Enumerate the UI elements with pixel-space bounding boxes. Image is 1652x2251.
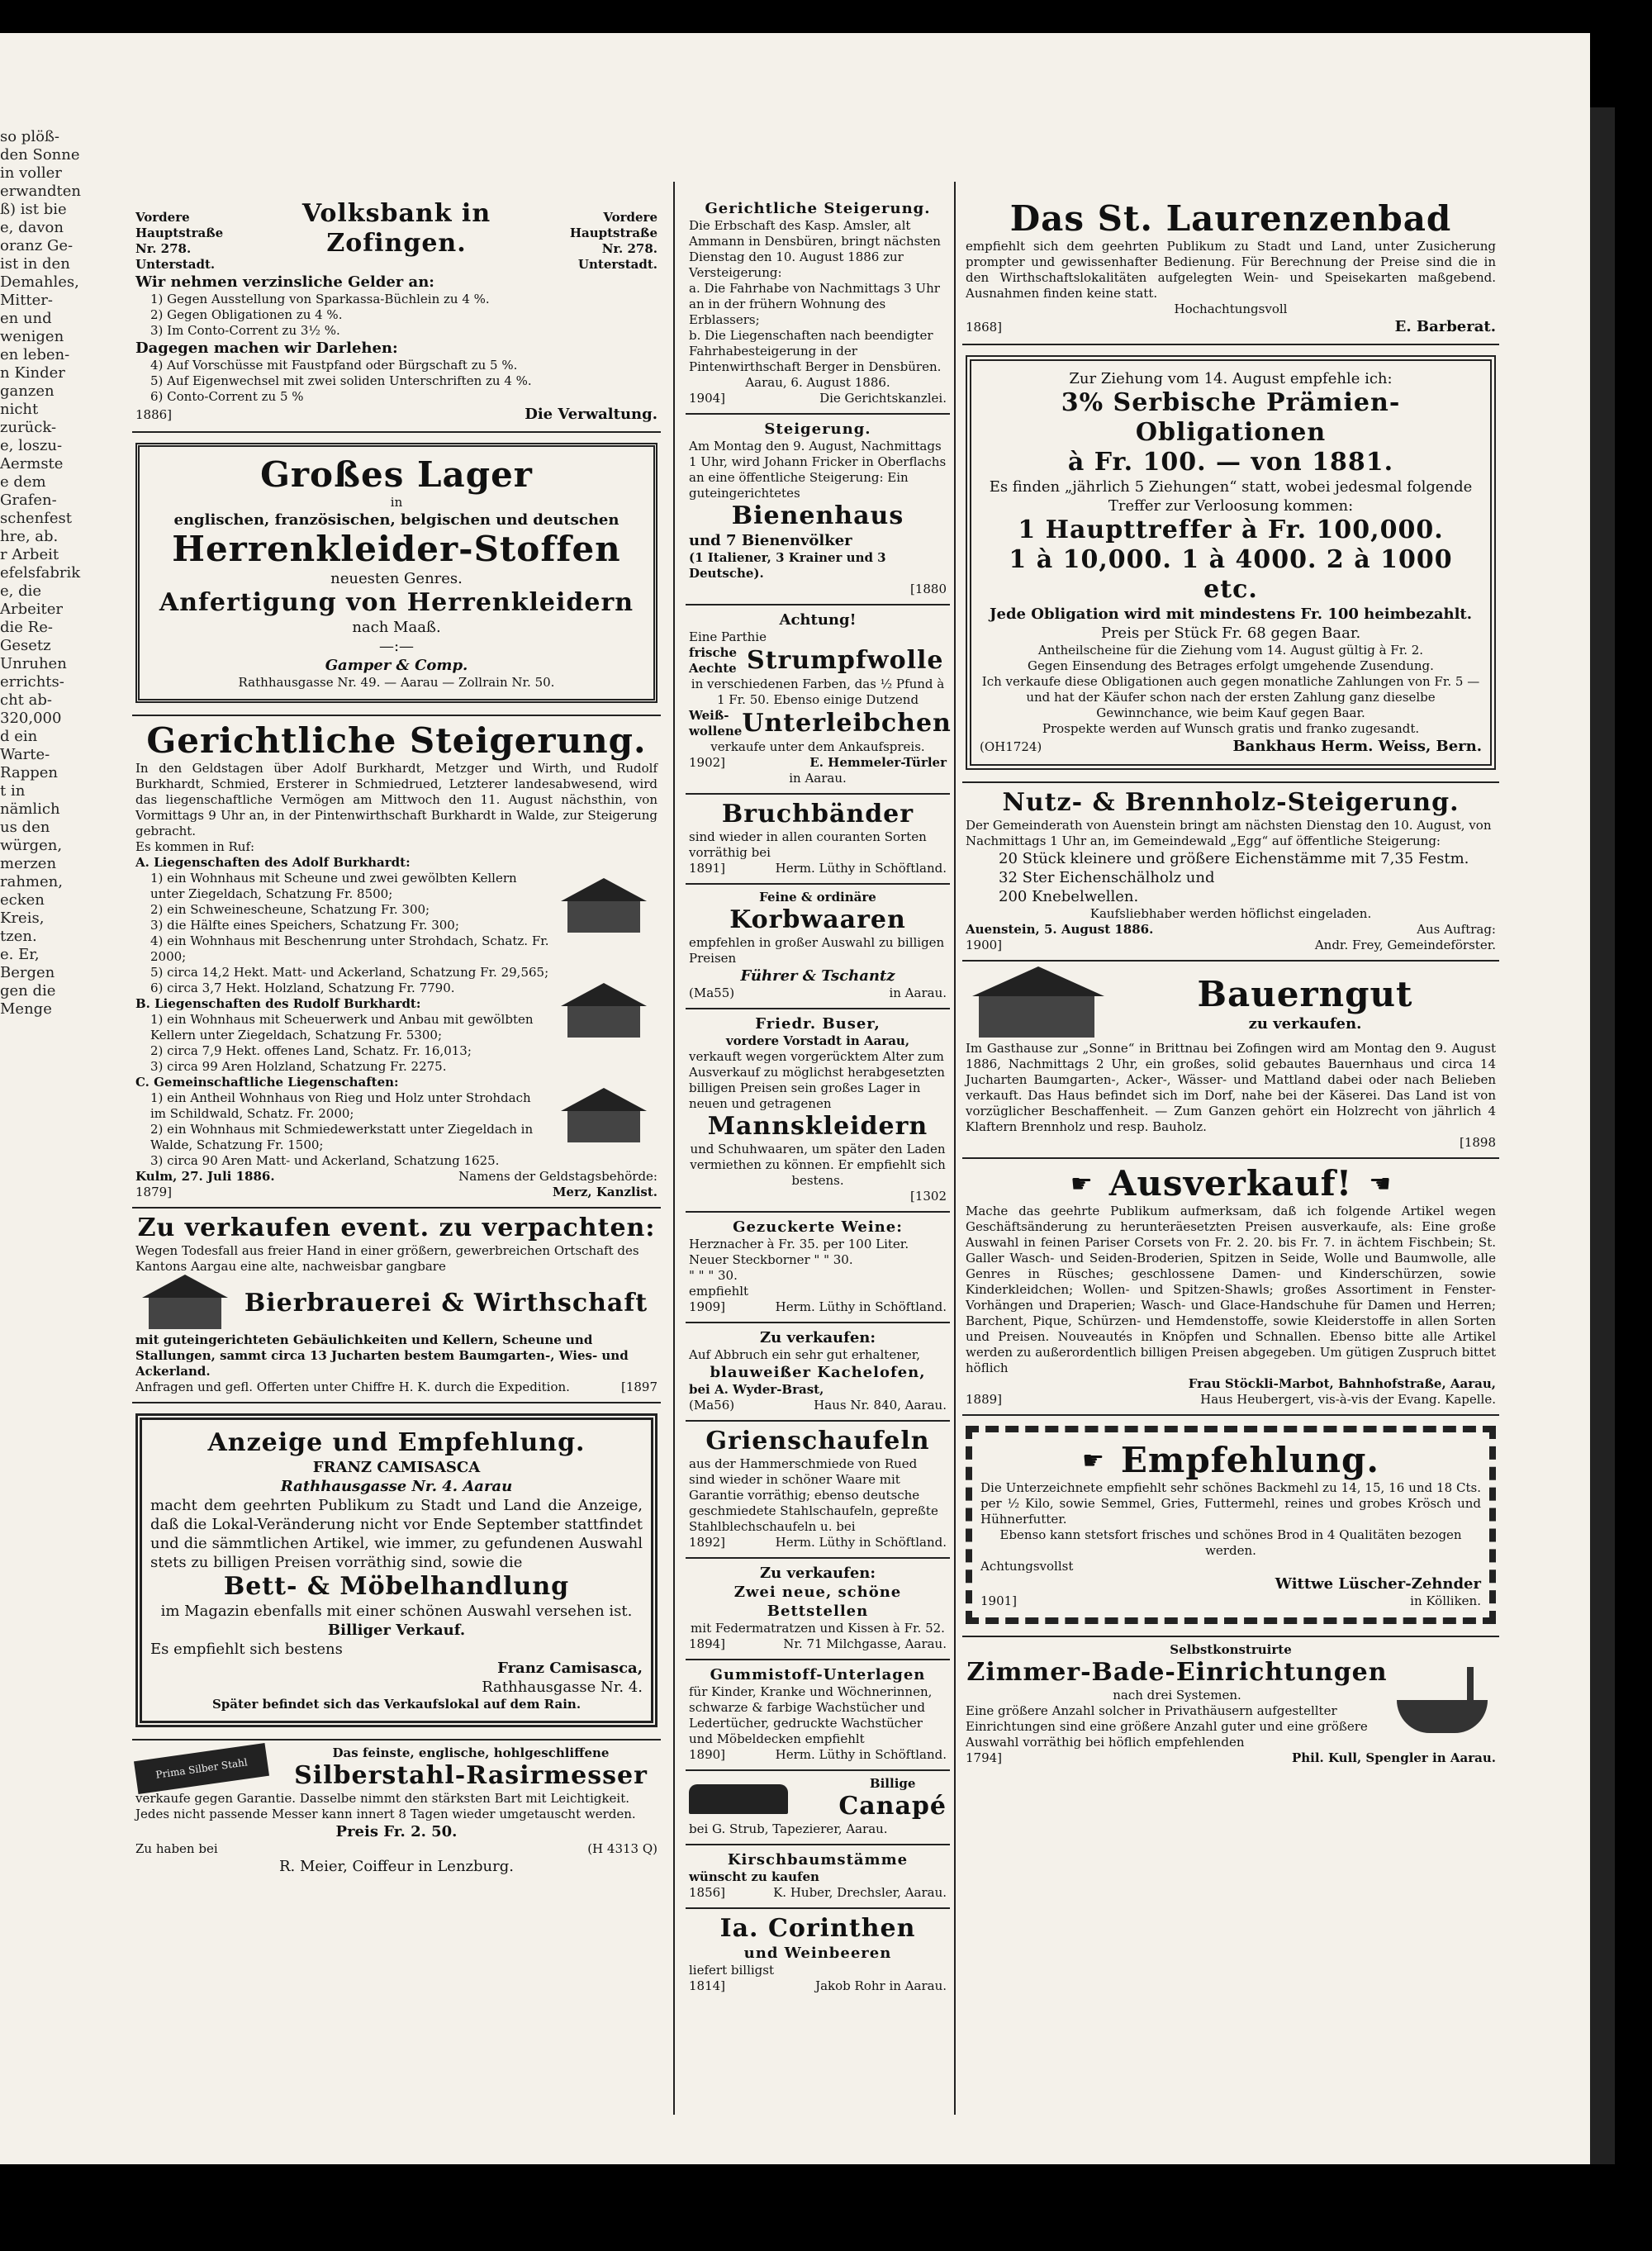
list-item: 3) Im Conto-Corrent zu 3½ %. <box>150 323 340 338</box>
ad-text: Später befindet sich das Verkaufslokal auf dem Rain. <box>211 1697 582 1712</box>
ad-signature: Die Gerichtskanzlei. <box>819 391 947 406</box>
firm-address: vordere Vorstadt in Aarau, <box>725 1033 910 1048</box>
ad-signature: Die Verwaltung. <box>525 406 657 423</box>
edge-text-line: Mitter- <box>0 292 53 309</box>
ad-number: 1892] <box>689 1535 726 1550</box>
razor-illustration <box>135 1752 284 1785</box>
ad-text: im Magazin ebenfalls mit einer schönen Auswahl versehen ist. <box>160 1603 633 1620</box>
ad-headline: Bienenhaus <box>731 501 904 530</box>
ad-signature: Franz Camisasca, <box>497 1660 643 1677</box>
ad-text: Die Erbschaft des Kasp. Amsler, alt Ammann in Densbüren, bringt nächsten Dienstag den 10. August 1886 zur Versteigerung: <box>689 218 941 280</box>
ad-weine <box>686 1213 950 1323</box>
edge-text-line: e. Er, <box>0 946 40 963</box>
ad-signature: Wittwe Lüscher-Zehnder <box>1275 1575 1481 1593</box>
ad-signature: Bankhaus Herm. Weiss, Bern. <box>1232 738 1482 755</box>
ad-text: in <box>390 495 403 510</box>
ad-number: 1879] <box>135 1185 173 1199</box>
ad-text: Billiger Verkauf. <box>327 1622 466 1639</box>
ad-price: Preis per Stück Fr. 68 gegen Baar. <box>1100 624 1361 642</box>
ad-text: Selbstkonstruirte <box>1170 1642 1292 1657</box>
ad-number: 1856] <box>689 1885 726 1900</box>
list-item: 6) Conto-Corrent zu 5 % <box>150 389 304 404</box>
ad-gerichtliche-steigerung <box>132 716 661 1209</box>
ad-title: Zimmer-Bade-Einrichtungen <box>966 1658 1388 1687</box>
ad-text: verkauft wegen vorgerücktem Alter zum Ausverkauf zu möglichst herabgesetzten billigen Preisen sein großes Lager in neuen und getragenen <box>689 1049 945 1111</box>
ad-signature: Frau Stöckli-Marbot, Bahnhofstraße, Aarau, <box>1188 1376 1496 1391</box>
ad-date: Kulm, 27. Juli 1886. <box>135 1169 275 1184</box>
address-left: Vordere Hauptstraße Nr. 278. Unterstadt. <box>135 210 224 272</box>
ad-number: 1901] <box>980 1593 1018 1608</box>
list-item: 3) circa 99 Aren Holzland, Schatzung Fr. 2275. <box>150 1059 447 1074</box>
list-item: 200 Knebelwellen. <box>999 888 1139 905</box>
ad-serbische-obligationen <box>962 345 1499 783</box>
edge-text-line: en und <box>0 310 52 327</box>
ad-text: empfiehlt <box>689 1284 749 1299</box>
edge-text-line: e, die <box>0 582 42 600</box>
ad-signature: Herm. Lüthy in Schöftland. <box>775 861 947 876</box>
edge-text-line: r Arbeit <box>0 546 59 563</box>
ad-signature: R. Meier, Coiffeur in Lenzburg. <box>278 1858 514 1875</box>
ad-headline: Bierbrauerei & Wirthschaft <box>244 1289 648 1318</box>
column-rule <box>954 182 956 2115</box>
edge-text-line: ist in den <box>0 255 70 273</box>
edge-text-line: Grafen- <box>0 492 57 509</box>
address-right: Vordere Hauptstraße Nr. 278. Unterstadt. <box>569 210 657 272</box>
ad-number: [1898 <box>1459 1135 1496 1150</box>
ad-signature: Nr. 71 Milchgasse, Aarau. <box>783 1636 947 1651</box>
ad-text: aus der Hammerschmiede von Rued sind wieder in schöner Waare mit Garantie vorräthig; ebenso deutsche geschmiedete Stahlschaufeln, gepreßte Stahlblechschaufeln u. bei <box>689 1456 938 1534</box>
ad-signature: bei A. Wyder-Brast, <box>689 1382 824 1397</box>
edge-text-line: Aermste <box>0 455 64 473</box>
ad-title: Empfehlung. <box>1120 1440 1380 1480</box>
edge-text-line: in voller <box>0 164 62 182</box>
bathtub-illustration <box>1389 1667 1496 1741</box>
ad-text: Zu haben bei <box>135 1841 218 1856</box>
ad-text: frische <box>689 645 738 660</box>
ad-headline: Unterleibchen <box>742 709 952 738</box>
separator: —:— <box>378 638 415 655</box>
ad-empfehlung-backmehl <box>962 1416 1499 1637</box>
ad-kirschbaum <box>686 1845 950 1909</box>
ad-rasiermesser <box>132 1740 661 1883</box>
ad-title: Gezuckerte Weine: <box>733 1218 903 1236</box>
ad-text: und Schuhwaaren, um später den Laden vermiethen zu können. Er empfiehlt sich bestens. <box>690 1142 946 1188</box>
ad-title: Korbwaaren <box>729 905 906 934</box>
ad-volksbank <box>132 194 661 433</box>
ad-title: Grienschaufeln <box>705 1427 930 1456</box>
edge-text-line: en leben- <box>0 346 70 363</box>
list-item: 2) circa 7,9 Hekt. offenes Land, Schatz. Fr. 16,013; <box>150 1043 472 1058</box>
list-item: 6) circa 3,7 Hekt. Holzland, Schatzung Fr. 7790. <box>150 981 455 995</box>
ad-signature: Herm. Lüthy in Schöftland. <box>775 1535 947 1550</box>
ad-title: Das St. Laurenzenbad <box>1009 198 1452 239</box>
edge-text-line: merzen <box>0 855 57 872</box>
edge-text-line: Warte- <box>0 746 50 763</box>
edge-text-line: e, loszu- <box>0 437 63 454</box>
ad-bienenhaus <box>686 415 950 605</box>
ad-signature: E. Hemmeler-Türler <box>809 755 947 770</box>
ad-headline: Zwei neue, schöne Bettstellen <box>733 1584 902 1620</box>
edge-text-line: den Sonne <box>0 146 80 164</box>
ad-text: verkaufe gegen Garantie. Dasselbe nimmt den stärksten Bart mit Leichtigkeit. Jedes nicht passende Messer kann innert 8 Tagen wieder umgetauscht werden. <box>135 1791 636 1821</box>
ad-text: Gegen Einsendung des Betrages erfolgt umgehende Zusendung. <box>1028 658 1434 673</box>
ad-grosses-lager <box>132 433 661 716</box>
ad-signature: bei G. Strub, Tapezierer, Aarau. <box>689 1821 888 1836</box>
ad-bruchbaender <box>686 795 950 885</box>
ad-laurenzenbad <box>962 194 1499 345</box>
ad-title: Gummistoff-Unterlagen <box>710 1666 926 1684</box>
edge-text-line: Rappen <box>0 764 58 781</box>
ad-text: Namens der Geldstagsbehörde: <box>458 1169 657 1184</box>
ad-headline: à Fr. 100. — von 1881. <box>1067 448 1394 477</box>
edge-text-line: ß) ist bie <box>0 201 67 218</box>
edge-text-line: ganzen <box>0 382 55 400</box>
ad-headline: Mannskleidern <box>707 1112 928 1141</box>
list-item: 1) ein Wohnhaus mit Scheune und zwei gewölbten Kellern unter Ziegeldach, Schatzung Fr. 8500; <box>150 871 517 901</box>
edge-text-line: Arbeiter <box>0 601 64 618</box>
edge-text-line: würgen, <box>0 837 63 854</box>
ad-signature: Phil. Kull, Spengler in Aarau. <box>1291 1750 1496 1765</box>
ad-text: Die Unterzeichnete empfiehlt sehr schönes Backmehl zu 14, 15, 16 und 18 Cts. per ½ Kilo, sowie Semmel, Gries, Futtermehl, reines und grobes Krösch und Hühnerfutter. <box>980 1480 1481 1527</box>
house-illustration <box>554 1088 653 1146</box>
ad-signature: Herm. Lüthy in Schöftland. <box>775 1747 947 1762</box>
ad-grienschaufeln <box>686 1422 950 1559</box>
ad-text: Eine Parthie <box>689 629 767 644</box>
ad-number: (Ma56) <box>689 1398 735 1413</box>
ad-text: in Kölliken. <box>1410 1593 1481 1608</box>
edge-text-line: Bergen <box>0 964 55 981</box>
ad-date: Auenstein, 5. August 1886. <box>966 922 1154 937</box>
ad-text: empfehlen in großer Auswahl zu billigen Preisen <box>689 935 945 966</box>
ad-title: Achtung! <box>779 611 857 629</box>
ad-number: 1891] <box>689 861 726 876</box>
firm-name: Gamper & Comp. <box>325 657 468 674</box>
ad-text: Hochachtungsvoll <box>1174 302 1288 316</box>
ad-text: Feine & ordinäre <box>759 890 876 905</box>
ad-signature: Merz, Kanzlist. <box>552 1185 657 1199</box>
ad-text: neuesten Genres. <box>330 570 463 587</box>
ad-date: Aarau, 6. August 1886. <box>745 375 890 390</box>
firm-name: Führer & Tschantz <box>740 967 895 985</box>
ad-number: 1902] <box>689 755 726 770</box>
ad-title: Zu verkaufen: <box>759 1565 876 1582</box>
section-heading: B. Liegenschaften des Rudolf Burkhardt: <box>135 996 421 1011</box>
ad-strumpfwolle <box>686 605 950 795</box>
edge-text-line: ecken <box>0 891 45 909</box>
edge-text-line: gen die <box>0 982 56 1000</box>
ad-signature: Andr. Frey, Gemeindeförster. <box>1314 938 1496 952</box>
ad-number: [1302 <box>909 1189 947 1204</box>
ad-text: Es finden „jährlich 5 Ziehungen“ statt, wobei jedesmal folgende Treffer zur Verloosung kommen: <box>989 478 1473 515</box>
ad-number: 1889] <box>966 1392 1003 1407</box>
list-item: 2) ein Schweinescheune, Schatzung Fr. 300; <box>150 902 430 917</box>
edge-text-line: d ein <box>0 728 38 745</box>
ad-text: verkaufe unter dem Ankaufspreis. <box>710 739 925 754</box>
edge-text-line: wenigen <box>0 328 64 345</box>
ad-title: Silberstahl-Rasirmesser <box>294 1761 648 1790</box>
firm-address: Rathhausgasse Nr. 4. Aarau <box>280 1478 513 1495</box>
ad-text: Das feinste, englische, hohlgeschliffene <box>332 1745 610 1760</box>
ad-text: Auf Abbruch ein sehr gut erhaltener, <box>689 1347 921 1362</box>
ad-headline: Herrenkleider-Stoffen <box>172 529 621 569</box>
ad-brauerei <box>132 1209 661 1403</box>
ad-code: (H 4313 Q) <box>587 1841 657 1856</box>
edge-text-line: Gesetz <box>0 637 51 654</box>
ad-kachelofen <box>686 1323 950 1422</box>
pointing-hand-icon: ☛ <box>1081 1446 1104 1475</box>
ad-title: Nutz- & Brennholz-Steigerung. <box>1002 788 1460 817</box>
ad-bauerngut <box>962 962 1499 1159</box>
edge-text-line: tzen. <box>0 928 37 945</box>
ad-text: mit Federmatratzen und Kissen à Fr. 52. <box>691 1621 945 1636</box>
edge-text-line: so plöß- <box>0 128 60 145</box>
ad-text: Es kommen in Ruf: <box>135 839 255 854</box>
ad-text: Wegen Todesfall aus freier Hand in einer größern, gewerbreichen Ortschaft des Kantons Aargau eine alte, nachweisbar gangbare <box>135 1243 639 1274</box>
ad-headline: Bett- & Möbelhandlung <box>223 1572 570 1601</box>
ad-canape <box>686 1771 950 1845</box>
ad-headline: Strumpfwolle <box>747 646 944 675</box>
ad-text: Anfragen und gefl. Offerten unter Chiffre H. K. durch die Expedition. <box>135 1380 570 1394</box>
razor-stamp: Prima Silber Stahl <box>134 1743 269 1794</box>
edge-text-line: t in <box>0 782 26 800</box>
ad-text: a. Die Fahrhabe von Nachmittags 3 Uhr an in der frühern Wohnung des Erblassers; <box>689 281 940 327</box>
left-page-edge-text <box>0 128 81 2135</box>
ad-text: in verschiedenen Farben, das ½ Pfund à 1 Fr. 50. Ebenso einige Dutzend <box>691 677 945 707</box>
edge-text-line: 320,000 <box>0 710 62 727</box>
edge-text-line: Demahles, <box>0 273 79 291</box>
ad-text: In den Geldstagen über Adolf Burkhardt, Metzger und Wirth, und Rudolf Burkhardt, Schmied, Ersterer in Schmiedrued, Letzterer landesabwesend, wird das liegenschaftliche Vermögen am Mittwoch den 11. August nächsthin, von Vormittags 9 Uhr an, in der Pintenwirthschaft Burkhardt in Walde, zur Steigerung gebracht. <box>135 761 657 838</box>
edge-text-line: n Kinder <box>0 364 65 382</box>
list-item: 3) circa 90 Aren Matt- und Ackerland, Schatzung 1625. <box>150 1153 500 1168</box>
edge-text-line: us den <box>0 819 50 836</box>
ad-buser <box>686 1009 950 1213</box>
column-right <box>962 194 1499 2094</box>
ad-text: macht dem geehrten Publikum zu Stadt und Land die Anzeige, daß die Lokal-Veränderung nicht vor Ende September stattfindet und die sämmtlichen Artikel, wie immer, zu gefundenen Auswahl stets zu billigen Preisen vorräthig sind, sowie die <box>150 1497 643 1571</box>
section-heading: Wir nehmen verzinsliche Gelder an: <box>135 273 434 291</box>
ad-number: 1909] <box>689 1299 726 1314</box>
ad-text: englischen, französischen, belgischen und deutschen <box>173 511 620 529</box>
list-item: 4) ein Wohnhaus mit Beschenrung unter Strohdach, Schatz. Fr. 2000; <box>150 933 549 964</box>
ad-text: Im Gasthause zur „Sonne“ in Brittnau bei Zofingen wird am Montag den 9. August 1886, Nachmittags 2 Uhr, ein großes, solid gebautes Bauernhaus und circa 14 Jucharten Baumgarten-, Acker-, Wässer- und Mattland dabei oder nach Belieben verkauft. Das Haus befindet sich im Dorf, nahe bei der Käserei. Das Land ist von vorzüglicher Beschaffenheit. — Zum Ganzen gehört ein Holzrecht von jährlich 4 Klaftern Brennholz und resp. Bauholz. <box>966 1041 1496 1134</box>
ad-text: empfiehlt sich dem geehrten Publikum zu Stadt und Land, unter Zusicherung prompter und gewissenhafter Bedienung. Für Berechnung der Preise sind die in den Wirthschaftslokalitäten aufgelegten Wein- und Speisekarten maßgebend. Ausnahmen finden keine statt. <box>966 239 1496 301</box>
ad-title: Canapé <box>838 1792 947 1821</box>
ad-title: Großes Lager <box>260 454 533 495</box>
edge-text-line: nicht <box>0 401 39 418</box>
ad-title: Gerichtliche Steigerung. <box>146 720 647 761</box>
ad-text: und 7 Bienenvölker <box>689 532 852 549</box>
ad-number: 1794] <box>966 1750 1003 1765</box>
edge-text-line: zurück- <box>0 419 57 436</box>
firm-address: Haus Nr. 840, Aarau. <box>814 1398 947 1413</box>
ad-text: nach Maaß. <box>352 619 441 636</box>
edge-text-line: errichts- <box>0 673 64 691</box>
ad-number: [1880 <box>909 582 947 596</box>
firm-name: FRANZ CAMISASCA <box>312 1459 481 1476</box>
ad-text: Prospekte werden auf Wunsch gratis und franko zugesandt. <box>1042 721 1420 736</box>
ad-text: Mache das geehrte Publikum aufmerksam, daß ich folgende Artikel wegen Geschäftsänderung zu herunteräesetzten Preisen ausverkaufe, als: Eine große Auswahl in feinen Pariser Corsets von Fr. 2. 20. bis Fr. 7. in ächtem Fischbein; St. Galler Wasch- und Seiden-Broderien, Spitzen in Seide, Wolle und Baumwolle, alle Genres in Rüsches; geschlossene Damen- und Kinderschürzen, sowie Kinderkleidchen; Wollen- und Spitzen-Shawls; großes Assortiment in Fenster-Vorhängen und Draperien; Wasch- und Glace-Handschuhe für Damen und Herren; Barchent, Pique, Schürzen- und Hemdenstoffe, sowie Kleiderstoffe in allen Sorten und Preisen. Nouveautés in Knöpfen und Schnallen. Ebenso bitte alle Artikel werden zu außerordentlich billigen Preisen abgegeben. Um gütigen Zuspruch bittet höflich <box>966 1204 1496 1375</box>
pointing-hand-icon: ☚ <box>1369 1169 1392 1199</box>
list-item: 5) Auf Eigenwechsel mit zwei soliden Unterschriften zu 4 %. <box>150 373 532 388</box>
ad-text: Zur Ziehung vom 14. August empfehle ich: <box>1069 370 1393 387</box>
column-middle <box>686 194 950 2094</box>
ad-headline: blauweißer Kachelofen, <box>710 1364 926 1381</box>
list-item: Herznacher à Fr. 35. per 100 Liter. <box>689 1237 909 1251</box>
ad-headline: Anfertigung von Herrenkleidern <box>159 588 634 617</box>
ad-number: [1897 <box>620 1380 657 1394</box>
ad-title: Anzeige und Empfehlung. <box>207 1428 586 1457</box>
firm-address: Rathhausgasse Nr. 4. <box>482 1679 643 1696</box>
edge-text-line: Unruhen <box>0 655 67 672</box>
ad-headline: 1 à 10,000. 1 à 4000. 2 à 1000 etc. <box>1009 545 1453 604</box>
edge-text-line: die Re- <box>0 619 53 636</box>
ad-text: Eine größere Anzahl solcher in Privathäusern aufgestellter Einrichtungen sind eine größere Anzahl guter und eine größere Auswahl vorräthig bei höflich empfehlenden <box>966 1703 1368 1750</box>
edge-text-line: schenfest <box>0 510 72 527</box>
ad-text: liefert billigst <box>689 1963 774 1978</box>
section-heading: Dagegen machen wir Darlehen: <box>135 340 398 357</box>
ad-title: Steigerung. <box>764 420 871 438</box>
ad-title: Volksbank in Zofingen. <box>301 199 491 258</box>
ad-price: Preis Fr. 2. 50. <box>335 1823 458 1840</box>
ad-number: 1900] <box>966 938 1003 952</box>
list-item: 2) ein Wohnhaus mit Schmiedewerkstatt unter Ziegeldach in Walde, Schatzung Fr. 1500; <box>150 1122 534 1152</box>
edge-text-line: nämlich <box>0 800 60 818</box>
ad-text: (1 Italiener, 3 Krainer und 3 Deutsche). <box>689 550 886 581</box>
ad-text: Weiß- <box>689 708 729 723</box>
ad-text: wollene <box>689 724 743 738</box>
ad-ausverkauf <box>962 1159 1499 1416</box>
ad-text: wünscht zu kaufen <box>689 1869 819 1884</box>
ad-text: zu verkaufen. <box>1248 1014 1362 1033</box>
farmhouse-illustration <box>966 966 1114 1041</box>
ad-text: Billige <box>869 1776 916 1791</box>
edge-text-line: Kreis, <box>0 909 45 927</box>
list-item: " " " 30. <box>689 1268 738 1283</box>
list-item: 32 Ster Eichenschälholz und <box>999 869 1215 886</box>
ad-text: b. Die Liegenschaften nach beendigter Fahrhabesteigerung in der Pintenwirthschaft Berger in Densbüren. <box>689 328 942 374</box>
list-item: 1) ein Antheil Wohnhaus von Rieg und Holz unter Strohdach im Schildwald, Schatz. Fr. 2000; <box>150 1090 531 1121</box>
ad-signature: K. Huber, Drechsler, Aarau. <box>773 1885 947 1900</box>
ad-number: 1886] <box>135 407 173 422</box>
ad-holzsteigerung <box>962 783 1499 962</box>
ad-bettstellen <box>686 1559 950 1660</box>
list-item: 1) Gegen Ausstellung von Sparkassa-Büchlein zu 4 %. <box>150 292 490 306</box>
ad-title: Friedr. Buser, <box>755 1015 881 1033</box>
ad-title: Zu verkaufen: <box>759 1329 876 1346</box>
firm-address: Haus Heubergert, vis-à-vis der Evang. Kapelle. <box>1200 1392 1496 1407</box>
ad-number: 1904] <box>689 391 726 406</box>
ad-title: Zu verkaufen event. zu verpachten: <box>137 1213 656 1242</box>
ad-text: in Aarau. <box>889 985 947 1000</box>
ad-title: Ausverkauf! <box>1108 1163 1353 1204</box>
ad-text: Es empfiehlt sich bestens <box>150 1641 343 1658</box>
ad-title: Ia. Corinthen <box>719 1914 916 1943</box>
ad-text: nach drei Systemen. <box>1113 1688 1241 1702</box>
column-left <box>132 194 661 2094</box>
ad-corinthen <box>686 1909 950 2001</box>
ad-text: Achtungsvollst <box>980 1559 1074 1574</box>
ad-number: 1868] <box>966 320 1003 335</box>
edge-text-line: Menge <box>0 1000 52 1018</box>
ad-text: Der Gemeinderath von Auenstein bringt am nächsten Dienstag den 10. August, von Nachmittags 1 Uhr an, im Gemeindewald „Egg“ auf öffentliche Steigerung: <box>966 818 1492 848</box>
ad-number: 1814] <box>689 1978 726 1993</box>
edge-text-line: oranz Ge- <box>0 237 74 254</box>
ad-signature: Herm. Lüthy in Schöftland. <box>775 1299 947 1314</box>
ad-text: Kaufsliebhaber werden höflichst eingeladen. <box>1089 906 1372 921</box>
ad-headline: und Weinbeeren <box>743 1945 892 1962</box>
ad-text: Aechte <box>689 661 737 676</box>
ad-text: Am Montag den 9. August, Nachmittags 1 Uhr, wird Johann Fricker in Oberflachs an eine öffentliche Steigerung: Ein guteingerichtetes <box>689 439 947 501</box>
list-item: 20 Stück kleinere und größere Eichenstämme mit 7,35 Festm. <box>999 850 1469 867</box>
ad-headline: 1 Haupttreffer à Fr. 100,000. <box>1018 515 1444 544</box>
list-item: 5) circa 14,2 Hekt. Matt- und Ackerland, Schatzung Fr. 29,565; <box>150 965 549 980</box>
sofa-illustration <box>689 1784 788 1814</box>
edge-text-line: rahmen, <box>0 873 63 890</box>
ad-densbueren <box>686 194 950 415</box>
edge-text-line: hre, ab. <box>0 528 59 545</box>
list-item: Neuer Steckborner " " 30. <box>689 1252 853 1267</box>
section-heading: A. Liegenschaften des Adolf Burkhardt: <box>135 855 411 870</box>
edge-text-line: cht ab- <box>0 691 52 709</box>
ad-bade-einrichtungen <box>962 1637 1499 1773</box>
ad-text: sind wieder in allen couranten Sorten vorräthig bei <box>689 829 927 860</box>
ad-signature: Jakob Rohr in Aarau. <box>815 1978 947 1993</box>
firm-address: Rathhausgasse Nr. 49. — Aarau — Zollrain Nr. 50. <box>238 675 555 690</box>
pointing-hand-icon: ☛ <box>1070 1169 1093 1199</box>
edge-text-line: e dem <box>0 473 46 491</box>
list-item: 2) Gegen Obligationen zu 4 %. <box>150 307 343 322</box>
ad-text: mit guteingerichteten Gebäulichkeiten und Kellern, Scheune und Stallungen, sammt circa 13 Jucharten bestem Baumgarten-, Wies- und Ackerland. <box>135 1332 629 1379</box>
ad-number: 1894] <box>689 1636 726 1651</box>
newspaper-page <box>0 33 1590 2164</box>
edge-text-line: efelsfabrik <box>0 564 81 582</box>
house-illustration <box>554 878 653 936</box>
section-heading: C. Gemeinschaftliche Liegenschaften: <box>135 1075 399 1090</box>
ad-number: 1890] <box>689 1747 726 1762</box>
ad-number: (Ma55) <box>689 985 735 1000</box>
ad-signature: E. Barberat. <box>1394 318 1496 335</box>
ad-gummistoff <box>686 1660 950 1771</box>
ad-text: Jede Obligation wird mit mindestens Fr. 100 heimbezahlt. <box>989 605 1473 623</box>
list-item: 3) die Hälfte eines Speichers, Schatzung Fr. 300; <box>150 918 459 933</box>
ad-camisasca <box>132 1403 661 1740</box>
ad-title: Bruchbänder <box>721 800 914 829</box>
list-item: 1) ein Wohnhaus mit Scheuerwerk und Anbau mit gewölbten Kellern unter Ziegeldach, Schatzung Fr. 5300; <box>150 1012 534 1042</box>
ad-code: (OH1724) <box>980 739 1042 754</box>
brewery-illustration <box>135 1275 235 1332</box>
house-illustration <box>554 983 653 1041</box>
column-rule <box>673 182 675 2115</box>
ad-title: Bauerngut <box>1197 973 1413 1014</box>
ad-text: Antheilscheine für die Ziehung vom 14. August gültig à Fr. 2. <box>1037 643 1424 658</box>
ad-text: Ebenso kann stetsfort frisches und schönes Brod in 4 Qualitäten bezogen werden. <box>999 1527 1462 1558</box>
ad-text: in Aarau. <box>789 771 847 786</box>
ad-title: Kirschbaumstämme <box>727 1851 909 1869</box>
ad-text: Ich verkaufe diese Obligationen auch gegen monatliche Zahlungen von Fr. 5 — und hat der Käufer schon nach der ersten Zahlung ganz dieselbe Gewinnchance, wie beim Kauf gegen Baar. <box>981 674 1480 720</box>
edge-text-line: e, davon <box>0 219 64 236</box>
ad-text: Aus Auftrag: <box>1417 922 1496 937</box>
page-binding <box>1590 107 1615 2164</box>
ad-title: 3% Serbische Prämien-Obligationen <box>1061 388 1401 447</box>
ad-title: Gerichtliche Steigerung. <box>705 200 931 217</box>
ad-korbwaaren <box>686 885 950 1009</box>
list-item: 4) Auf Vorschüsse mit Faustpfand oder Bürgschaft zu 5 %. <box>150 358 518 373</box>
ad-text: für Kinder, Kranke und Wöchnerinnen, schwarze & farbige Wachstücher und Ledertücher, gedruckte Wachstücher und Möbeldecken empfiehlt <box>689 1684 933 1746</box>
edge-text-line: erwandten <box>0 183 81 200</box>
